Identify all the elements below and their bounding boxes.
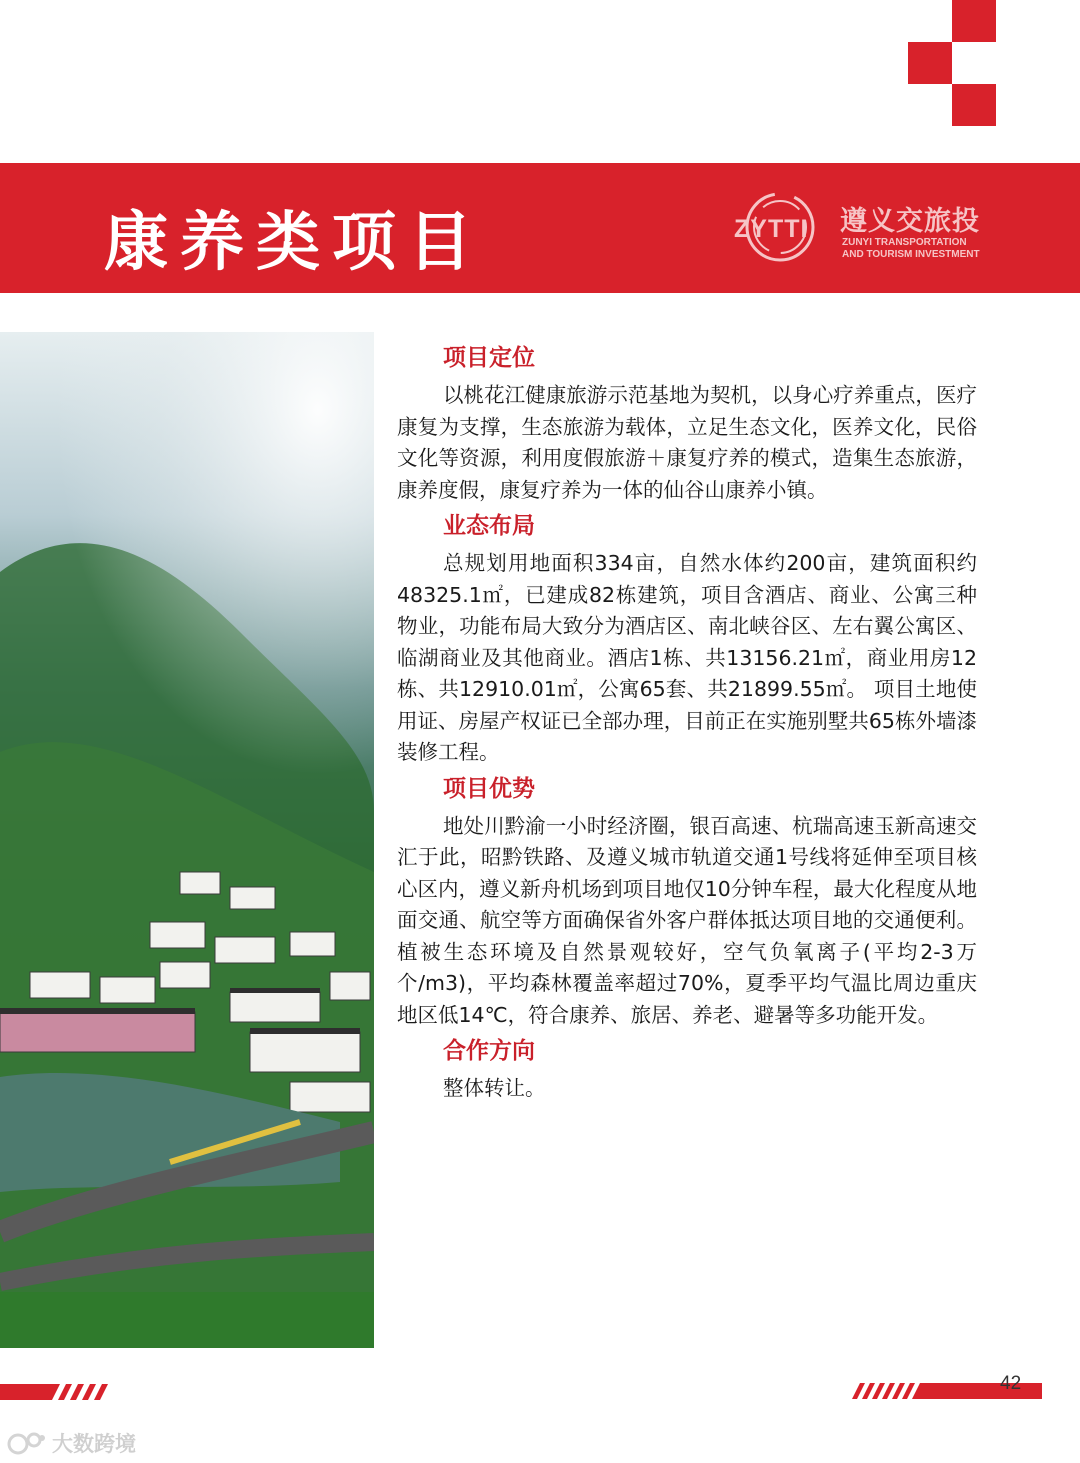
header-banner	[0, 163, 1080, 293]
section-heading: 业态布局	[443, 513, 535, 539]
section-body: 以桃花江健康旅游示范基地为契机，以身心疗养重点，医疗康复为支撑，生态旅游为载体，立足生态文化，医养文化，民俗文化等资源，利用度假旅游＋康复疗养的模式，造集生态旅游，康养度假，康复疗养为一体的仙谷山康养小镇。	[397, 383, 977, 502]
section-body: 整体转让。	[443, 1076, 546, 1100]
section-advantages	[397, 771, 977, 1032]
corner-square-4	[908, 84, 952, 126]
aerial-resort-photo	[0, 332, 374, 1348]
section-positioning	[397, 340, 977, 506]
logo-en-line1: ZUNYI TRANSPORTATION	[842, 237, 967, 248]
section-body: 地处川黔渝一小时经济圈，银百高速、杭瑞高速玉新高速交汇于此，昭黔铁路、及遵义城市轨道交通1号线将延伸至项目核心区内，遵义新舟机场到项目地仅10分钟车程，最大化程度从地面交通、航空等方面确保省外客户群体抵达项目地的交通便利。植被生态环境及自然景观较好，空气负氧离子(平均2-3万个/m3)，平均森林覆盖率超过70%，夏季平均气温比周边重庆地区低14℃，符合康养、旅居、养老、避暑等多功能开发。	[397, 813, 977, 1027]
page-title: 康养类项目	[104, 206, 484, 280]
section-body: 总规划用地面积334亩，自然水体约200亩，建筑面积约48325.1㎡，已建成82栋建筑，项目含酒店、商业、公寓三种物业，功能布局大致分为酒店区、南北峡谷区、左右翼公寓区、临湖商业及其他商业。酒店1栋、共13156.21㎡，商业用房12栋、共12910.01㎡，公寓65套、共21899.55㎡。 项目土地使用证、房屋产权证已全部办理，目前正在实施别墅共65栋外墙漆装修工程。	[397, 551, 977, 764]
watermark-text: 大数跨境	[52, 1432, 136, 1456]
corner-square-2	[952, 0, 996, 42]
page-number: 42	[1000, 1373, 1022, 1394]
section-layout	[397, 508, 977, 769]
watermark	[6, 1428, 156, 1458]
section-heading: 项目定位	[443, 345, 535, 371]
corner-square-1	[908, 42, 952, 84]
logo-name-cn: 遵义交旅投	[840, 206, 980, 237]
logo-en-line2: AND TOURISM INVESTMENT	[842, 249, 980, 260]
section-heading: 合作方向	[443, 1038, 535, 1064]
company-logo	[734, 185, 1034, 275]
logo-mark: ZYTTI	[734, 215, 809, 243]
section-heading: 项目优势	[443, 775, 535, 802]
section-cooperation	[397, 1033, 977, 1105]
logo-name-en	[842, 237, 992, 261]
corner-square-3	[952, 84, 996, 126]
watermark-logo-icon	[6, 1430, 48, 1458]
content-column	[397, 340, 977, 1107]
footer-stripes-left	[0, 1384, 110, 1400]
